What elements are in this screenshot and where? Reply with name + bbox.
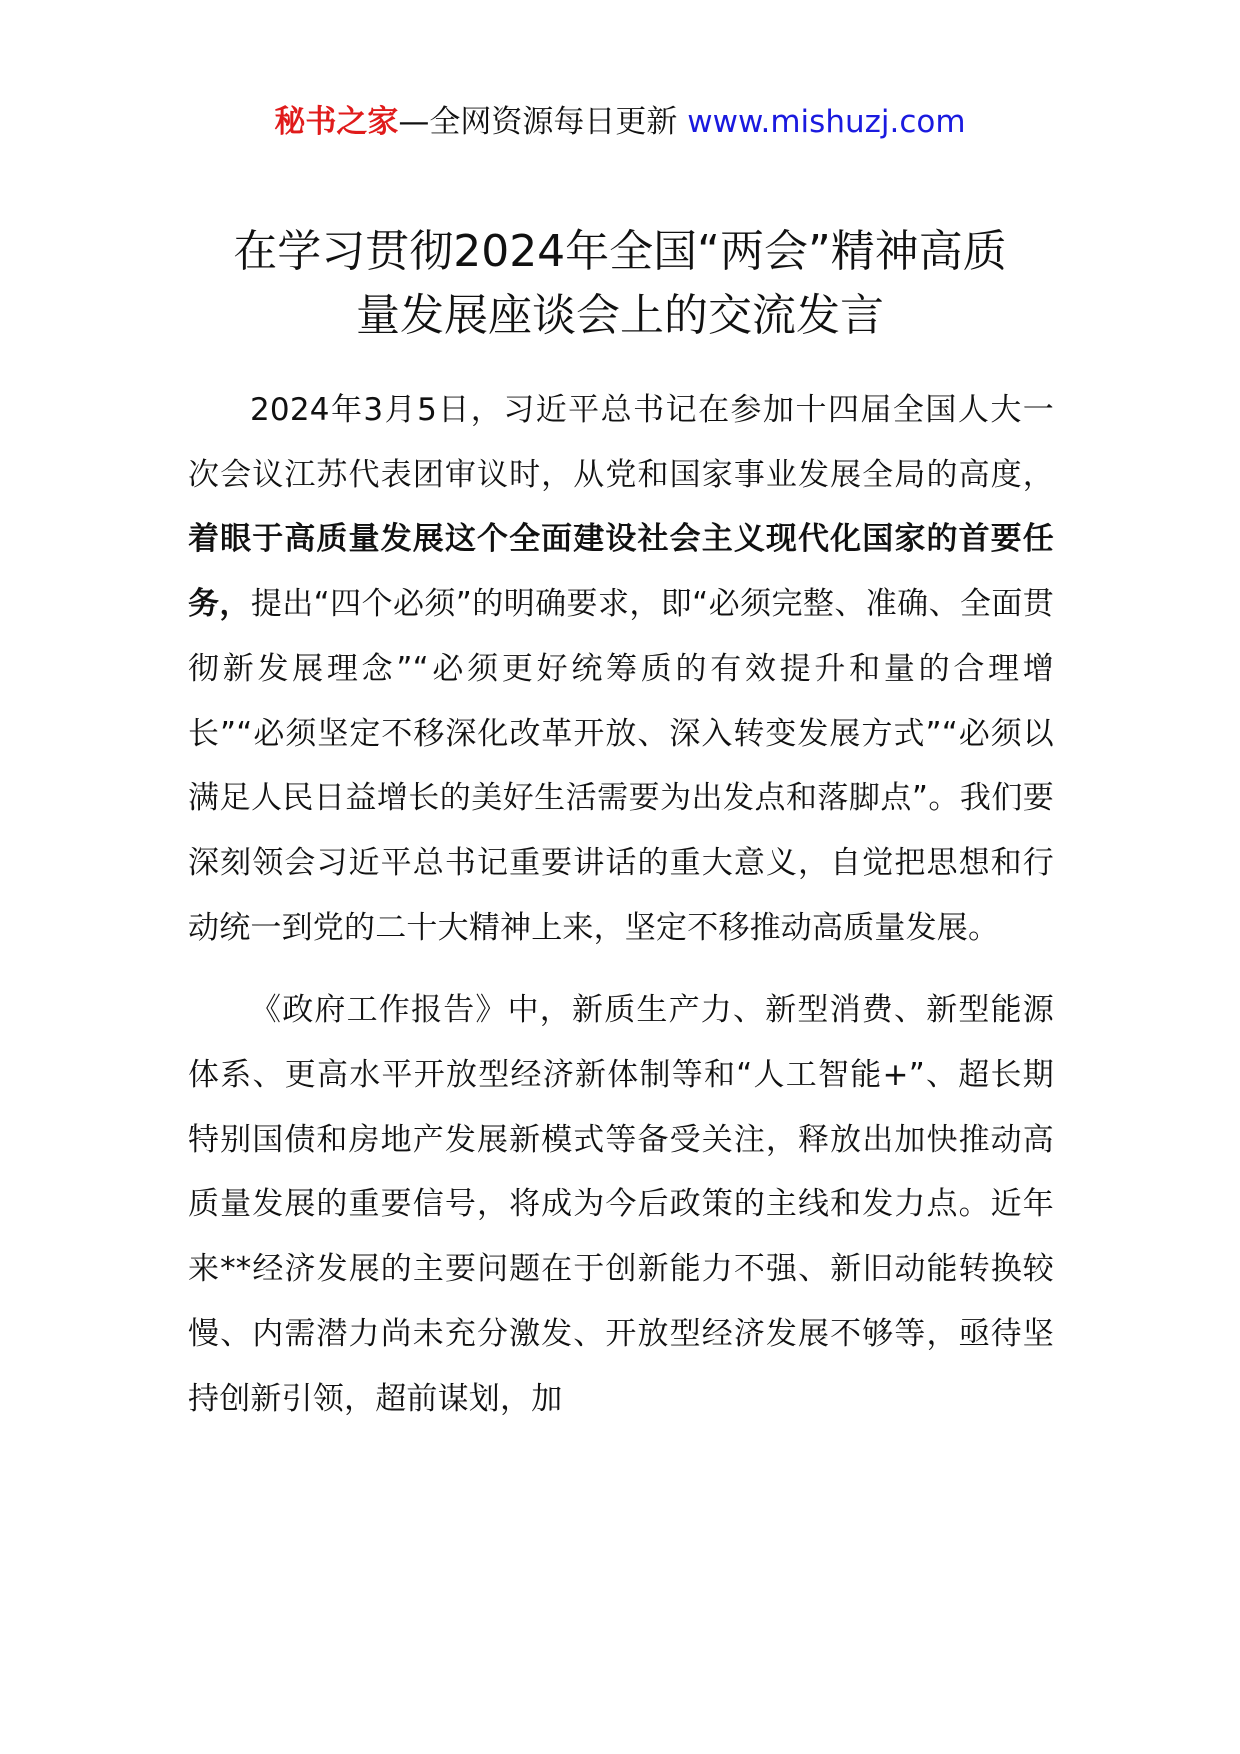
paragraph-2: 《政府工作报告》中，新质生产力、新型消费、新型能源体系、更高水平开放型经济新体制等和“人工智能+”、超长期特别国债和房地产发展新模式等备受关注，释放出加快推动高质量发展的重要信号，将成为今后政策的主线和发力点。近年来**经济发展的主要问题在于创新能力不强、新旧动能转换较慢、内需潜力尚未充分激发、开放型经济发展不够等，亟待坚持创新引领，超前谋划，加 xyxy=(188,992,1054,1417)
title-line-2: 量发展座谈会上的交流发言 xyxy=(356,290,884,341)
site-url-link[interactable]: www.mishuzj.com xyxy=(687,104,966,140)
document-title xyxy=(150,220,1090,348)
paragraph-1-rest: 提出“四个必须”的明确要求，即“必须完整、准确、全面贯彻新发展理念”“必须更好统筹质的有效提升和量的合理增长”“必须坚定不移深化改革开放、深入转变发展方式”“必须以满足人民日益增长的美好生活需要为出发点和落脚点”。我们要深刻领会习近平总书记重要讲话的重大意义，自觉把思想和行动统一到党的二十大精神上来，坚定不移推动高质量发展。 xyxy=(188,586,1055,946)
brand-name: 秘书之家 xyxy=(274,104,399,140)
paragraph-1-intro: 2024年3月5日，习近平总书记在参加十四届全国人大一次会议江苏代表团审议时，从党和国家事业发展全局的高度， xyxy=(188,392,1054,493)
paragraph-1-emphasis: 着眼于高质量发展这个全面建设社会主义现代化国家的首要任务， xyxy=(188,521,1054,623)
site-tagline: —全网资源每日更新 xyxy=(398,104,688,140)
site-header xyxy=(0,100,1240,144)
paragraph-1 xyxy=(188,378,1054,960)
document-body xyxy=(188,378,1054,1449)
title-line-1: 在学习贯彻2024年全国“两会”精神高质 xyxy=(233,226,1007,277)
